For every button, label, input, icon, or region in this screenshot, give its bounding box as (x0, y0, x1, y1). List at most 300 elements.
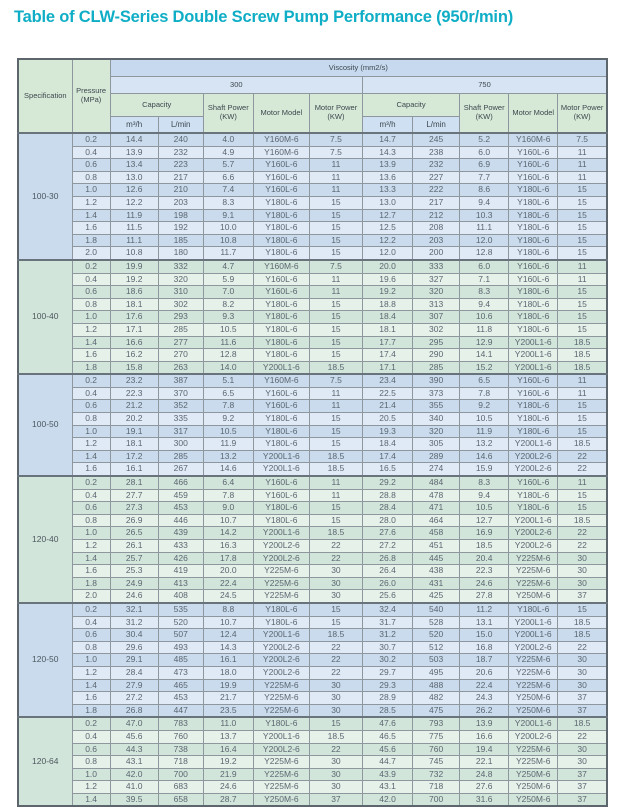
capacity-lmin-750-cell: 203 (413, 234, 460, 247)
capacity-m3h-750-cell: 12.0 (362, 247, 412, 260)
table-row (18, 577, 607, 590)
capacity-lmin-750-cell: 245 (413, 133, 460, 146)
motor-model-300-cell: Y200L2-6 (253, 540, 309, 553)
motor-power-750-cell: 18.5 (558, 629, 607, 642)
pressure-cell: 0.4 (72, 387, 110, 400)
pressure-cell: 0.2 (72, 374, 110, 387)
shaft-power-750-cell: 5.2 (460, 133, 509, 146)
table-row (18, 234, 607, 247)
motor-model-750-cell: Y200L1-6 (509, 629, 558, 642)
motor-power-750-cell: 30 (558, 743, 607, 756)
pressure-cell: 1.0 (72, 184, 110, 197)
shaft-power-300-cell: 14.3 (203, 641, 253, 654)
capacity-lmin-300-cell: 783 (158, 717, 203, 730)
capacity-m3h-750-cell: 45.6 (362, 743, 412, 756)
shaft-power-300-cell: 10.7 (203, 616, 253, 629)
shaft-power-750-cell: 10.3 (460, 209, 509, 222)
pressure-cell: 0.2 (72, 603, 110, 616)
motor-power-750-cell: 15 (558, 222, 607, 235)
shaft-power-750-cell: 24.3 (460, 692, 509, 705)
motor-power-750-cell: 7.5 (558, 133, 607, 146)
capacity-lmin-750-cell: 520 (413, 629, 460, 642)
capacity-lmin-300-cell: 683 (158, 781, 203, 794)
motor-power-300-cell: 15 (309, 298, 362, 311)
motor-model-300-cell: Y160L-6 (253, 171, 309, 184)
capacity-m3h-300-cell: 29.6 (110, 641, 158, 654)
capacity-lmin-300-cell: 738 (158, 743, 203, 756)
header-unit-lmin-300: L/min (158, 117, 203, 134)
capacity-m3h-300-cell: 18.6 (110, 286, 158, 299)
pressure-cell: 1.8 (72, 361, 110, 374)
capacity-m3h-750-cell: 18.4 (362, 311, 412, 324)
motor-model-750-cell: Y225M-6 (509, 666, 558, 679)
motor-power-750-cell: 15 (558, 209, 607, 222)
motor-model-300-cell: Y225M-6 (253, 577, 309, 590)
shaft-power-300-cell: 12.4 (203, 629, 253, 642)
motor-model-300-cell: Y180L-6 (253, 209, 309, 222)
table-row (18, 616, 607, 629)
motor-model-300-cell: Y160L-6 (253, 489, 309, 502)
table-row (18, 286, 607, 299)
motor-power-750-cell: 15 (558, 311, 607, 324)
shaft-power-300-cell: 7.4 (203, 184, 253, 197)
capacity-m3h-750-cell: 14.3 (362, 146, 412, 159)
capacity-lmin-750-cell: 289 (413, 450, 460, 463)
shaft-power-750-cell: 11.2 (460, 603, 509, 616)
table-row (18, 387, 607, 400)
motor-model-750-cell: Y160L-6 (509, 260, 558, 273)
header-capacity-750: Capacity (362, 94, 459, 117)
capacity-m3h-300-cell: 16.2 (110, 349, 158, 362)
motor-power-750-cell: 30 (558, 552, 607, 565)
table-row (18, 450, 607, 463)
capacity-m3h-750-cell: 14.7 (362, 133, 412, 146)
table-row (18, 273, 607, 286)
capacity-m3h-300-cell: 25.3 (110, 565, 158, 578)
motor-power-750-cell: 37 (558, 590, 607, 603)
motor-model-750-cell: Y200L1-6 (509, 349, 558, 362)
capacity-m3h-750-cell: 19.2 (362, 286, 412, 299)
motor-model-300-cell: Y180L-6 (253, 514, 309, 527)
capacity-lmin-300-cell: 453 (158, 692, 203, 705)
table-row (18, 349, 607, 362)
motor-model-750-cell: Y200L2-6 (509, 527, 558, 540)
capacity-m3h-750-cell: 17.4 (362, 450, 412, 463)
capacity-m3h-300-cell: 23.2 (110, 374, 158, 387)
motor-power-750-cell: 18.5 (558, 336, 607, 349)
capacity-lmin-300-cell: 185 (158, 234, 203, 247)
header-viscosity-750: 750 (362, 77, 607, 94)
shaft-power-300-cell: 9.3 (203, 311, 253, 324)
shaft-power-300-cell: 10.7 (203, 514, 253, 527)
shaft-power-300-cell: 16.1 (203, 654, 253, 667)
spec-cell: 120-50 (18, 603, 72, 717)
pressure-cell: 1.8 (72, 704, 110, 717)
shaft-power-300-cell: 19.2 (203, 756, 253, 769)
table-row (18, 209, 607, 222)
capacity-m3h-750-cell: 30.2 (362, 654, 412, 667)
capacity-lmin-300-cell: 413 (158, 577, 203, 590)
table-row (18, 146, 607, 159)
shaft-power-750-cell: 31.6 (460, 793, 509, 806)
table-row (18, 463, 607, 476)
motor-power-300-cell: 7.5 (309, 133, 362, 146)
capacity-lmin-750-cell: 425 (413, 590, 460, 603)
shaft-power-300-cell: 20.0 (203, 565, 253, 578)
header-unit-m3h-300: m³/h (110, 117, 158, 134)
capacity-lmin-750-cell: 471 (413, 502, 460, 515)
motor-power-300-cell: 30 (309, 577, 362, 590)
motor-model-300-cell: Y200L2-6 (253, 666, 309, 679)
capacity-lmin-750-cell: 340 (413, 413, 460, 426)
pressure-cell: 1.0 (72, 425, 110, 438)
shaft-power-300-cell: 19.9 (203, 679, 253, 692)
capacity-m3h-300-cell: 25.7 (110, 552, 158, 565)
motor-power-300-cell: 15 (309, 425, 362, 438)
capacity-lmin-300-cell: 232 (158, 146, 203, 159)
capacity-m3h-750-cell: 31.2 (362, 629, 412, 642)
header-unit-lmin-750: L/min (413, 117, 460, 134)
capacity-m3h-750-cell: 28.8 (362, 489, 412, 502)
table-row (18, 679, 607, 692)
motor-power-750-cell: 30 (558, 654, 607, 667)
table-row (18, 540, 607, 553)
motor-model-300-cell: Y180L-6 (253, 502, 309, 515)
motor-power-750-cell: 22 (558, 450, 607, 463)
motor-power-300-cell: 15 (309, 222, 362, 235)
motor-model-300-cell: Y225M-6 (253, 565, 309, 578)
pressure-cell: 1.4 (72, 336, 110, 349)
pressure-cell: 0.4 (72, 273, 110, 286)
pressure-cell: 1.2 (72, 196, 110, 209)
motor-model-300-cell: Y160M-6 (253, 146, 309, 159)
shaft-power-750-cell: 20.4 (460, 552, 509, 565)
capacity-lmin-750-cell: 503 (413, 654, 460, 667)
capacity-lmin-300-cell: 352 (158, 400, 203, 413)
capacity-lmin-750-cell: 793 (413, 717, 460, 730)
header-shaft-power-750: Shaft Power (KW) (460, 94, 509, 134)
pressure-cell: 1.2 (72, 666, 110, 679)
capacity-m3h-300-cell: 26.1 (110, 540, 158, 553)
capacity-m3h-750-cell: 25.6 (362, 590, 412, 603)
shaft-power-300-cell: 7.0 (203, 286, 253, 299)
pressure-cell: 0.2 (72, 476, 110, 489)
shaft-power-300-cell: 4.7 (203, 260, 253, 273)
table-row (18, 489, 607, 502)
motor-model-750-cell: Y160L-6 (509, 159, 558, 172)
pressure-cell: 0.8 (72, 756, 110, 769)
spec-cell: 100-40 (18, 260, 72, 374)
header-motor-power-300: Motor Power (KW) (309, 94, 362, 134)
motor-model-300-cell: Y180L-6 (253, 413, 309, 426)
motor-model-300-cell: Y160L-6 (253, 159, 309, 172)
capacity-lmin-300-cell: 658 (158, 793, 203, 806)
capacity-m3h-300-cell: 16.6 (110, 336, 158, 349)
table-row (18, 323, 607, 336)
capacity-m3h-300-cell: 19.2 (110, 273, 158, 286)
capacity-m3h-300-cell: 15.8 (110, 361, 158, 374)
motor-power-750-cell: 22 (558, 463, 607, 476)
capacity-m3h-750-cell: 42.0 (362, 793, 412, 806)
shaft-power-750-cell: 22.3 (460, 565, 509, 578)
capacity-m3h-750-cell: 29.2 (362, 476, 412, 489)
motor-model-300-cell: Y225M-6 (253, 590, 309, 603)
table-row (18, 641, 607, 654)
shaft-power-300-cell: 11.6 (203, 336, 253, 349)
pressure-cell: 0.6 (72, 502, 110, 515)
table-row (18, 756, 607, 769)
pressure-cell: 1.0 (72, 311, 110, 324)
motor-model-750-cell: Y160L-6 (509, 387, 558, 400)
table-row (18, 590, 607, 603)
capacity-m3h-300-cell: 30.4 (110, 629, 158, 642)
capacity-lmin-300-cell: 203 (158, 196, 203, 209)
table-row (18, 184, 607, 197)
motor-model-750-cell: Y160L-6 (509, 273, 558, 286)
capacity-lmin-750-cell: 495 (413, 666, 460, 679)
shaft-power-300-cell: 5.1 (203, 374, 253, 387)
capacity-m3h-750-cell: 26.0 (362, 577, 412, 590)
performance-table (17, 58, 608, 807)
pressure-cell: 1.6 (72, 222, 110, 235)
shaft-power-300-cell: 17.8 (203, 552, 253, 565)
capacity-lmin-750-cell: 482 (413, 692, 460, 705)
motor-model-300-cell: Y225M-6 (253, 679, 309, 692)
capacity-lmin-750-cell: 732 (413, 768, 460, 781)
pressure-cell: 1.2 (72, 438, 110, 451)
motor-power-750-cell: 30 (558, 666, 607, 679)
capacity-lmin-300-cell: 285 (158, 450, 203, 463)
capacity-lmin-300-cell: 263 (158, 361, 203, 374)
motor-model-750-cell: Y250M-6 (509, 781, 558, 794)
table-row (18, 514, 607, 527)
motor-model-750-cell: Y180L-6 (509, 247, 558, 260)
shaft-power-750-cell: 9.4 (460, 298, 509, 311)
pressure-cell: 0.8 (72, 641, 110, 654)
motor-power-750-cell: 15 (558, 502, 607, 515)
motor-model-750-cell: Y200L1-6 (509, 336, 558, 349)
capacity-lmin-300-cell: 277 (158, 336, 203, 349)
shaft-power-750-cell: 22.1 (460, 756, 509, 769)
capacity-lmin-750-cell: 313 (413, 298, 460, 311)
motor-model-750-cell: Y225M-6 (509, 654, 558, 667)
capacity-m3h-300-cell: 18.1 (110, 298, 158, 311)
shaft-power-750-cell: 20.6 (460, 666, 509, 679)
motor-power-750-cell: 18.5 (558, 514, 607, 527)
table-row (18, 260, 607, 273)
motor-power-300-cell: 11 (309, 273, 362, 286)
motor-power-300-cell: 18.5 (309, 730, 362, 743)
shaft-power-750-cell: 27.6 (460, 781, 509, 794)
motor-model-750-cell: Y160L-6 (509, 146, 558, 159)
shaft-power-300-cell: 22.4 (203, 577, 253, 590)
capacity-m3h-750-cell: 20.5 (362, 413, 412, 426)
motor-power-750-cell: 15 (558, 234, 607, 247)
capacity-m3h-300-cell: 31.2 (110, 616, 158, 629)
shaft-power-300-cell: 6.5 (203, 387, 253, 400)
capacity-m3h-750-cell: 28.4 (362, 502, 412, 515)
capacity-m3h-750-cell: 13.0 (362, 196, 412, 209)
motor-power-750-cell: 37 (558, 793, 607, 806)
pressure-cell: 0.6 (72, 743, 110, 756)
shaft-power-750-cell: 24.8 (460, 768, 509, 781)
motor-model-300-cell: Y180L-6 (253, 349, 309, 362)
capacity-lmin-300-cell: 408 (158, 590, 203, 603)
capacity-lmin-750-cell: 285 (413, 361, 460, 374)
pressure-cell: 0.2 (72, 260, 110, 273)
header-motor-power-750: Motor Power (KW) (558, 94, 607, 134)
spec-cell: 120-64 (18, 717, 72, 806)
motor-model-750-cell: Y180L-6 (509, 298, 558, 311)
capacity-lmin-300-cell: 459 (158, 489, 203, 502)
motor-power-300-cell: 15 (309, 349, 362, 362)
shaft-power-300-cell: 7.8 (203, 489, 253, 502)
motor-model-300-cell: Y200L1-6 (253, 527, 309, 540)
motor-power-750-cell: 22 (558, 730, 607, 743)
capacity-lmin-750-cell: 238 (413, 146, 460, 159)
shaft-power-750-cell: 19.4 (460, 743, 509, 756)
shaft-power-750-cell: 26.2 (460, 704, 509, 717)
table-row (18, 247, 607, 260)
motor-model-750-cell: Y180L-6 (509, 209, 558, 222)
capacity-m3h-750-cell: 19.3 (362, 425, 412, 438)
motor-model-300-cell: Y160L-6 (253, 184, 309, 197)
capacity-m3h-750-cell: 18.4 (362, 438, 412, 451)
capacity-lmin-750-cell: 222 (413, 184, 460, 197)
capacity-lmin-300-cell: 293 (158, 311, 203, 324)
capacity-m3h-300-cell: 39.5 (110, 793, 158, 806)
capacity-m3h-750-cell: 17.4 (362, 349, 412, 362)
page-title: Table of CLW-Series Double Screw Pump Performance (950r/min) (14, 8, 513, 26)
motor-model-750-cell: Y180L-6 (509, 489, 558, 502)
motor-model-300-cell: Y225M-6 (253, 756, 309, 769)
capacity-m3h-750-cell: 29.7 (362, 666, 412, 679)
capacity-m3h-750-cell: 26.4 (362, 565, 412, 578)
motor-power-300-cell: 15 (309, 717, 362, 730)
motor-model-300-cell: Y180L-6 (253, 234, 309, 247)
capacity-m3h-750-cell: 12.2 (362, 234, 412, 247)
shaft-power-300-cell: 11.0 (203, 717, 253, 730)
capacity-lmin-300-cell: 332 (158, 260, 203, 273)
table-row (18, 603, 607, 616)
capacity-m3h-750-cell: 46.5 (362, 730, 412, 743)
table-row (18, 361, 607, 374)
table-row (18, 311, 607, 324)
pressure-cell: 0.8 (72, 514, 110, 527)
capacity-m3h-300-cell: 41.0 (110, 781, 158, 794)
shaft-power-750-cell: 11.8 (460, 323, 509, 336)
capacity-lmin-750-cell: 458 (413, 527, 460, 540)
motor-model-750-cell: Y225M-6 (509, 552, 558, 565)
pressure-cell: 0.8 (72, 413, 110, 426)
motor-power-750-cell: 11 (558, 146, 607, 159)
motor-power-300-cell: 15 (309, 502, 362, 515)
shaft-power-750-cell: 11.9 (460, 425, 509, 438)
capacity-m3h-300-cell: 24.6 (110, 590, 158, 603)
pressure-cell: 0.8 (72, 171, 110, 184)
capacity-lmin-300-cell: 433 (158, 540, 203, 553)
shaft-power-300-cell: 18.0 (203, 666, 253, 679)
shaft-power-750-cell: 15.0 (460, 629, 509, 642)
motor-power-300-cell: 18.5 (309, 527, 362, 540)
shaft-power-300-cell: 10.5 (203, 425, 253, 438)
capacity-lmin-750-cell: 320 (413, 286, 460, 299)
motor-power-750-cell: 15 (558, 286, 607, 299)
capacity-lmin-300-cell: 198 (158, 209, 203, 222)
capacity-m3h-750-cell: 30.7 (362, 641, 412, 654)
motor-model-750-cell: Y200L2-6 (509, 463, 558, 476)
capacity-lmin-750-cell: 327 (413, 273, 460, 286)
shaft-power-300-cell: 7.8 (203, 400, 253, 413)
shaft-power-750-cell: 14.1 (460, 349, 509, 362)
capacity-lmin-750-cell: 232 (413, 159, 460, 172)
capacity-lmin-750-cell: 451 (413, 540, 460, 553)
capacity-lmin-300-cell: 217 (158, 171, 203, 184)
motor-power-750-cell: 30 (558, 679, 607, 692)
capacity-m3h-750-cell: 47.6 (362, 717, 412, 730)
pressure-cell: 2.0 (72, 247, 110, 260)
table-row (18, 793, 607, 806)
capacity-lmin-300-cell: 370 (158, 387, 203, 400)
shaft-power-750-cell: 16.8 (460, 641, 509, 654)
table-row (18, 552, 607, 565)
shaft-power-300-cell: 6.4 (203, 476, 253, 489)
motor-model-750-cell: Y180L-6 (509, 286, 558, 299)
pressure-cell: 1.6 (72, 565, 110, 578)
motor-model-750-cell: Y180L-6 (509, 184, 558, 197)
motor-power-300-cell: 22 (309, 641, 362, 654)
shaft-power-750-cell: 7.1 (460, 273, 509, 286)
capacity-lmin-750-cell: 438 (413, 565, 460, 578)
header-pressure: Pressure (MPa) (72, 59, 110, 133)
capacity-m3h-300-cell: 27.9 (110, 679, 158, 692)
pressure-cell: 0.4 (72, 616, 110, 629)
motor-model-750-cell: Y180L-6 (509, 234, 558, 247)
capacity-m3h-750-cell: 12.7 (362, 209, 412, 222)
shaft-power-750-cell: 22.4 (460, 679, 509, 692)
shaft-power-300-cell: 24.6 (203, 781, 253, 794)
shaft-power-750-cell: 6.0 (460, 260, 509, 273)
capacity-lmin-300-cell: 192 (158, 222, 203, 235)
shaft-power-750-cell: 9.2 (460, 400, 509, 413)
motor-power-300-cell: 7.5 (309, 146, 362, 159)
header-motor-model-300: Motor Model (253, 94, 309, 134)
table-row (18, 133, 607, 146)
pressure-cell: 1.0 (72, 768, 110, 781)
motor-power-300-cell: 11 (309, 387, 362, 400)
shaft-power-750-cell: 27.8 (460, 590, 509, 603)
shaft-power-750-cell: 18.5 (460, 540, 509, 553)
capacity-lmin-750-cell: 200 (413, 247, 460, 260)
spec-cell: 120-40 (18, 476, 72, 603)
capacity-m3h-300-cell: 17.2 (110, 450, 158, 463)
capacity-m3h-300-cell: 16.1 (110, 463, 158, 476)
shaft-power-300-cell: 5.9 (203, 273, 253, 286)
capacity-m3h-300-cell: 13.0 (110, 171, 158, 184)
motor-power-300-cell: 22 (309, 540, 362, 553)
shaft-power-750-cell: 11.1 (460, 222, 509, 235)
motor-power-300-cell: 7.5 (309, 374, 362, 387)
capacity-m3h-300-cell: 22.3 (110, 387, 158, 400)
capacity-m3h-300-cell: 27.3 (110, 502, 158, 515)
capacity-m3h-750-cell: 19.6 (362, 273, 412, 286)
motor-power-300-cell: 7.5 (309, 260, 362, 273)
motor-power-300-cell: 18.5 (309, 629, 362, 642)
motor-model-300-cell: Y180L-6 (253, 196, 309, 209)
capacity-lmin-300-cell: 535 (158, 603, 203, 616)
capacity-m3h-300-cell: 28.1 (110, 476, 158, 489)
motor-power-750-cell: 18.5 (558, 438, 607, 451)
